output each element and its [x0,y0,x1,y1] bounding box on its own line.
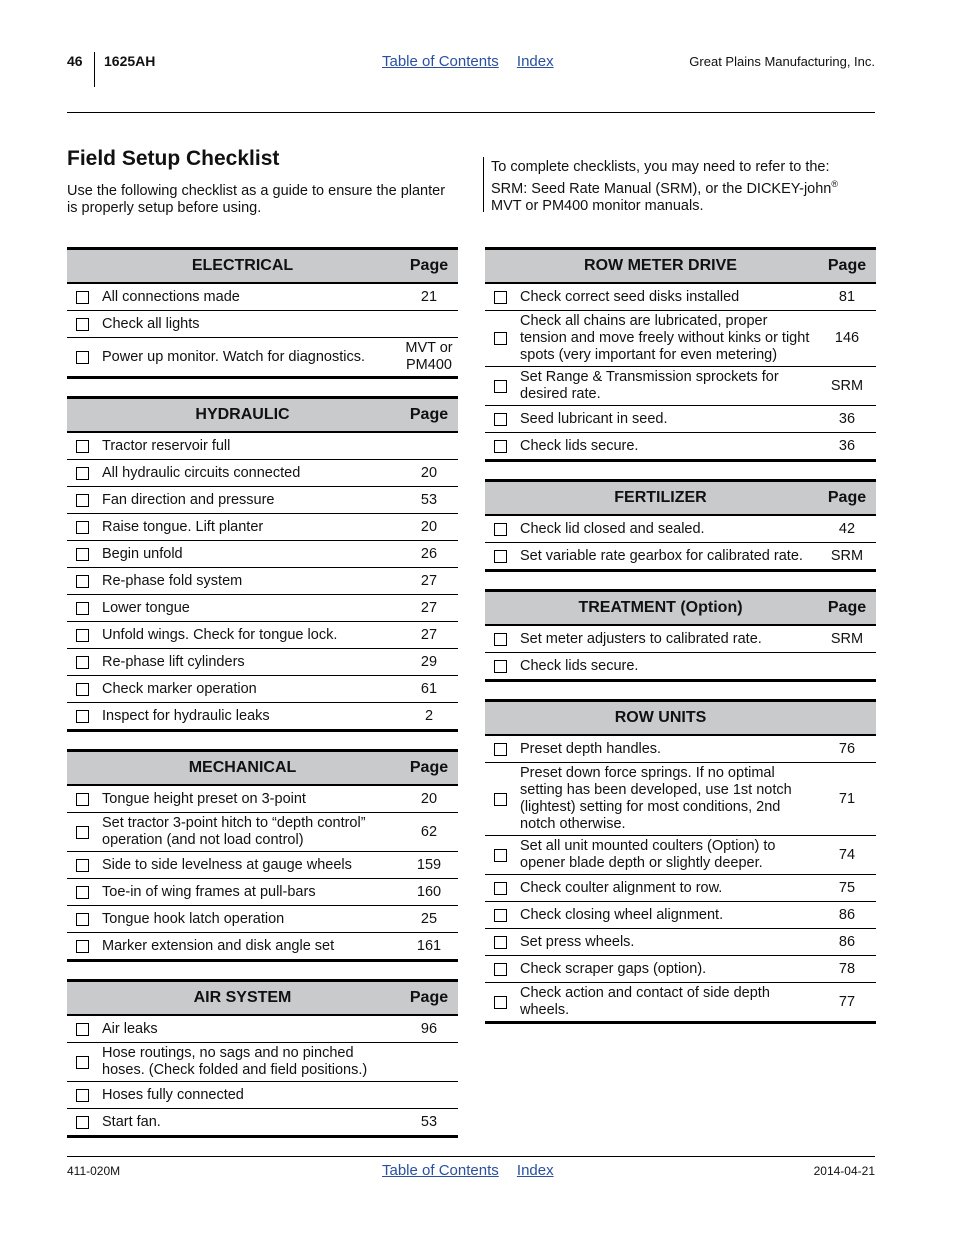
note-line-3: MVT or PM400 monitor manuals. [491,197,704,214]
reference-note [491,159,881,215]
checkbox[interactable] [76,913,89,926]
checkbox[interactable] [76,1116,89,1129]
section-title: ROW UNITS [614,709,707,726]
page-reference: 2 [424,707,434,724]
checklist-item-text: Check action and contact of side depth wheels. [520,985,770,1018]
checkbox[interactable] [494,413,507,426]
section-title: ROW METER DRIVE [584,257,737,274]
checklist-item-text: Check coulter alignment to row. [520,879,723,896]
page-reference: 78 [838,960,856,977]
checklist-row [67,1016,458,1043]
footer-links [382,1162,568,1179]
checklist-item-text: Check all lights [102,315,200,332]
checkbox[interactable] [76,548,89,561]
note-line-1: To complete checklists, you may need to refer to the: [491,159,830,175]
checklist-row [485,311,876,367]
section-mechanical [67,749,458,962]
page-reference: 53 [420,491,438,508]
document-date: 2014-04-21 [813,1164,875,1178]
page-column-header: Page [409,406,449,423]
section-header [485,589,876,626]
checkbox[interactable] [494,523,507,536]
checklist-row [67,311,458,338]
page-reference: 53 [420,1113,438,1130]
note-line-2 [491,176,881,198]
checklist-row [485,929,876,956]
checklist-row [67,595,458,622]
page-number: 46 [67,53,83,69]
checklist-item-text: All hydraulic circuits connected [102,464,301,481]
checklist-item-text: Tractor reservoir full [102,437,231,454]
checkbox[interactable] [76,683,89,696]
checklist-row [67,1109,458,1135]
section-header [485,479,876,516]
page-column-header: Page [409,759,449,776]
page-reference: 61 [420,680,438,697]
page-reference: 42 [838,520,856,537]
section-header [67,396,458,433]
checklist-row [67,813,458,852]
checklist-item-text: Set press wheels. [520,933,635,950]
checklist-item-text: Check marker operation [102,680,257,697]
checklist-item-text: Re-phase lift cylinders [102,653,245,670]
page-reference: 161 [416,937,442,954]
document-number: 411-020M [67,1164,121,1178]
section-header [485,699,876,736]
checklist-row [67,514,458,541]
page-column-header: Page [827,489,867,506]
checklist-item-text: Check correct seed disks installed [520,288,740,305]
checklist-item-text: Set all unit mounted coulters (Option) to opener blade depth or slightly deeper. [520,838,776,871]
checkbox[interactable] [76,494,89,507]
checkbox[interactable] [76,656,89,669]
page-reference: 160 [416,883,442,900]
checkbox[interactable] [494,743,507,756]
checklist-row [67,786,458,813]
checkbox[interactable] [494,291,507,304]
checklist-item-text: Check lid closed and sealed. [520,520,705,537]
checklist-item-text: Toe-in of wing frames at pull-bars [102,883,316,900]
page-header [0,0,954,113]
page-reference: SRM [830,630,864,647]
header-divider [94,52,95,87]
section-header [485,247,876,284]
checkbox[interactable] [76,629,89,642]
checkbox[interactable] [494,793,507,806]
checklist-row [485,284,876,311]
checklist-item-text: Set Range & Transmission sprockets for desired rate. [520,369,779,402]
page-reference: 74 [838,846,856,863]
checklist-row [485,956,876,983]
index-link[interactable]: Index [516,53,554,70]
section-treatment [485,589,876,682]
checklist-row [485,433,876,459]
checklist-row [485,367,876,406]
page-reference: 71 [838,790,856,807]
checklist-item-text: Tongue hook latch operation [102,910,285,927]
page-reference: 146 [834,330,860,346]
checkbox[interactable] [494,963,507,976]
checklist-item-text: Power up monitor. Watch for diagnostics. [102,348,365,365]
checklist-item-text: Tongue height preset on 3-point [102,790,306,807]
toc-link[interactable]: Table of Contents [382,53,499,70]
checkbox[interactable] [76,886,89,899]
checklist-row [67,649,458,676]
checkbox[interactable] [76,467,89,480]
checklist-item-text: Check lids secure. [520,657,639,674]
checklist-item-text: Air leaks [102,1020,158,1037]
registered-mark: ® [831,179,838,189]
checkbox[interactable] [76,940,89,953]
page-reference: 86 [838,906,856,923]
checkbox[interactable] [76,575,89,588]
section-row-units [485,699,876,1024]
checklist-item-text: Raise tongue. Lift planter [102,518,264,535]
checklist-row [485,763,876,836]
checklist-row [485,406,876,433]
checklist-item-text: Fan direction and pressure [102,491,275,508]
page-reference: 86 [838,933,856,950]
section-electrical [67,247,458,379]
checklist-item-text: Preset down force springs. If no optimal setting has been developed, use 1st notch (lightest) setting for most conditions, 2nd notch otherwise. [520,765,792,832]
checklist-row [67,676,458,703]
page-reference: 62 [420,823,438,840]
checklist-row [67,284,458,311]
section-title: AIR SYSTEM [193,989,292,1006]
checkbox[interactable] [494,936,507,949]
section-title: FERTILIZER [614,489,707,506]
checklist-item-text: Hose routings, no sags and no pinched hoses. (Check folded and field positions.) [102,1045,368,1078]
page-reference: 36 [838,410,856,427]
checklist-item-text: Marker extension and disk angle set [102,937,335,954]
checklist-row [67,433,458,460]
checkbox[interactable] [76,351,89,364]
checkbox[interactable] [76,602,89,615]
checklist-item-text: Check scraper gaps (option). [520,960,707,977]
page-column-header: Page [409,257,449,274]
checklist-item-text: Lower tongue [102,599,190,616]
page-title: Field Setup Checklist [67,147,280,170]
page-reference: 27 [420,626,438,643]
checklist-item-text: Preset depth handles. [520,740,662,757]
checklist-item-text: Inspect for hydraulic leaks [102,707,270,724]
checklist-row [67,879,458,906]
checklist-row [67,487,458,514]
page-reference: 20 [420,464,438,481]
checklist-item-text: Set variable rate gearbox for calibrated rate. [520,547,803,564]
checklist-item-text: Seed lubricant in seed. [520,410,668,427]
checklist-item-text: Check lids secure. [520,437,639,454]
section-air-system [67,979,458,1138]
checklist-item-text: Side to side levelness at gauge wheels [102,856,352,873]
page-reference: MVT or PM400 [405,340,453,373]
page-reference: 27 [420,572,438,589]
page-reference: SRM [830,377,864,394]
page-column-header: Page [827,257,867,274]
checklist-item-text: Re-phase fold system [102,572,243,589]
checklist-row [67,852,458,879]
checkbox[interactable] [494,332,507,345]
header-rule [67,112,875,113]
page-reference: SRM [830,547,864,564]
checklist-row [485,736,876,763]
section-title: MECHANICAL [188,759,297,776]
checklist-row [67,541,458,568]
checklist-row [67,1043,458,1082]
page-column-header: Page [827,599,867,616]
section-header [67,247,458,284]
checkbox[interactable] [494,996,507,1009]
intro-text: Use the following checklist as a guide to ensure the planter is properly setup before using. [67,183,446,216]
checklist-item-text: Check all chains are lubricated, proper tension and move freely without kinks or tight spots (very important for even metering) [520,313,810,363]
checklist-item-text: Begin unfold [102,545,183,562]
checklist-item-text: Check closing wheel alignment. [520,906,724,923]
page-reference: 20 [420,790,438,807]
checklist-row [485,902,876,929]
page-reference: 96 [420,1020,438,1037]
checklist-row [485,516,876,543]
page-reference: 77 [838,993,856,1010]
page-reference: 81 [838,288,856,305]
checkbox[interactable] [494,550,507,563]
page-reference: 75 [838,879,856,896]
page-reference: 159 [416,856,442,873]
page-reference: 25 [420,910,438,927]
section-row-meter-drive [485,247,876,462]
checklist-row [485,543,876,569]
checklist-item-text: Set meter adjusters to calibrated rate. [520,630,762,647]
checkbox[interactable] [76,318,89,331]
section-fertilizer [485,479,876,572]
page-reference: 21 [420,288,438,305]
checklist-row [485,983,876,1021]
company-name: Great Plains Manufacturing, Inc. [689,54,875,69]
checklist-row [485,875,876,902]
checklist-row [67,460,458,487]
page-reference: 20 [420,518,438,535]
checklist-row [485,653,876,679]
footer-toc-link[interactable]: Table of Contents [382,1162,499,1179]
checklist-row [485,836,876,875]
page-reference: 36 [838,437,856,454]
checkbox[interactable] [76,291,89,304]
checklist-row [67,703,458,729]
section-title: HYDRAULIC [195,406,290,423]
checklist-row [67,1082,458,1109]
right-column [485,247,876,1041]
checklist-row [485,626,876,653]
checklist-item-text: All connections made [102,288,240,305]
checklist-row [67,933,458,959]
checklist-item-text: Hoses fully connected [102,1086,244,1103]
checklist-row [67,568,458,595]
checkbox[interactable] [76,521,89,534]
checklist-item-text: Start fan. [102,1113,161,1130]
checkbox[interactable] [76,710,89,723]
header-links [382,53,568,70]
checklist-row [67,622,458,649]
footer-rule [67,1156,875,1157]
checkbox[interactable] [494,440,507,453]
checkbox[interactable] [494,882,507,895]
model-name: 1625AH [104,53,156,69]
checkbox[interactable] [76,1023,89,1036]
checklist-item-text: Set tractor 3-point hitch to “depth control” operation (and not load control) [102,815,366,848]
note-line-2-text: SRM: Seed Rate Manual (SRM), or the DICKEY-john [491,180,832,197]
checkbox[interactable] [494,633,507,646]
page-reference: 27 [420,599,438,616]
page-column-header: Page [409,989,449,1006]
checkbox[interactable] [494,380,507,393]
checklist-row [67,338,458,376]
checklist-row [67,906,458,933]
page-reference: 29 [420,653,438,670]
left-column [67,247,458,1155]
checklist-item-text: Unfold wings. Check for tongue lock. [102,626,338,643]
section-header [67,979,458,1016]
checkbox[interactable] [76,859,89,872]
checkbox[interactable] [76,1089,89,1102]
checkbox[interactable] [76,1056,89,1069]
checkbox[interactable] [494,909,507,922]
page-reference: 26 [420,545,438,562]
section-header [67,749,458,786]
section-title: TREATMENT (Option) [578,599,743,616]
checkbox[interactable] [76,440,89,453]
footer-index-link[interactable]: Index [516,1162,554,1179]
section-title: ELECTRICAL [191,257,294,274]
checkbox[interactable] [494,849,507,862]
section-hydraulic [67,396,458,732]
checkbox[interactable] [494,660,507,673]
checkbox[interactable] [76,826,89,839]
note-bar [483,157,484,212]
page-reference: 76 [838,740,856,757]
checkbox[interactable] [76,793,89,806]
